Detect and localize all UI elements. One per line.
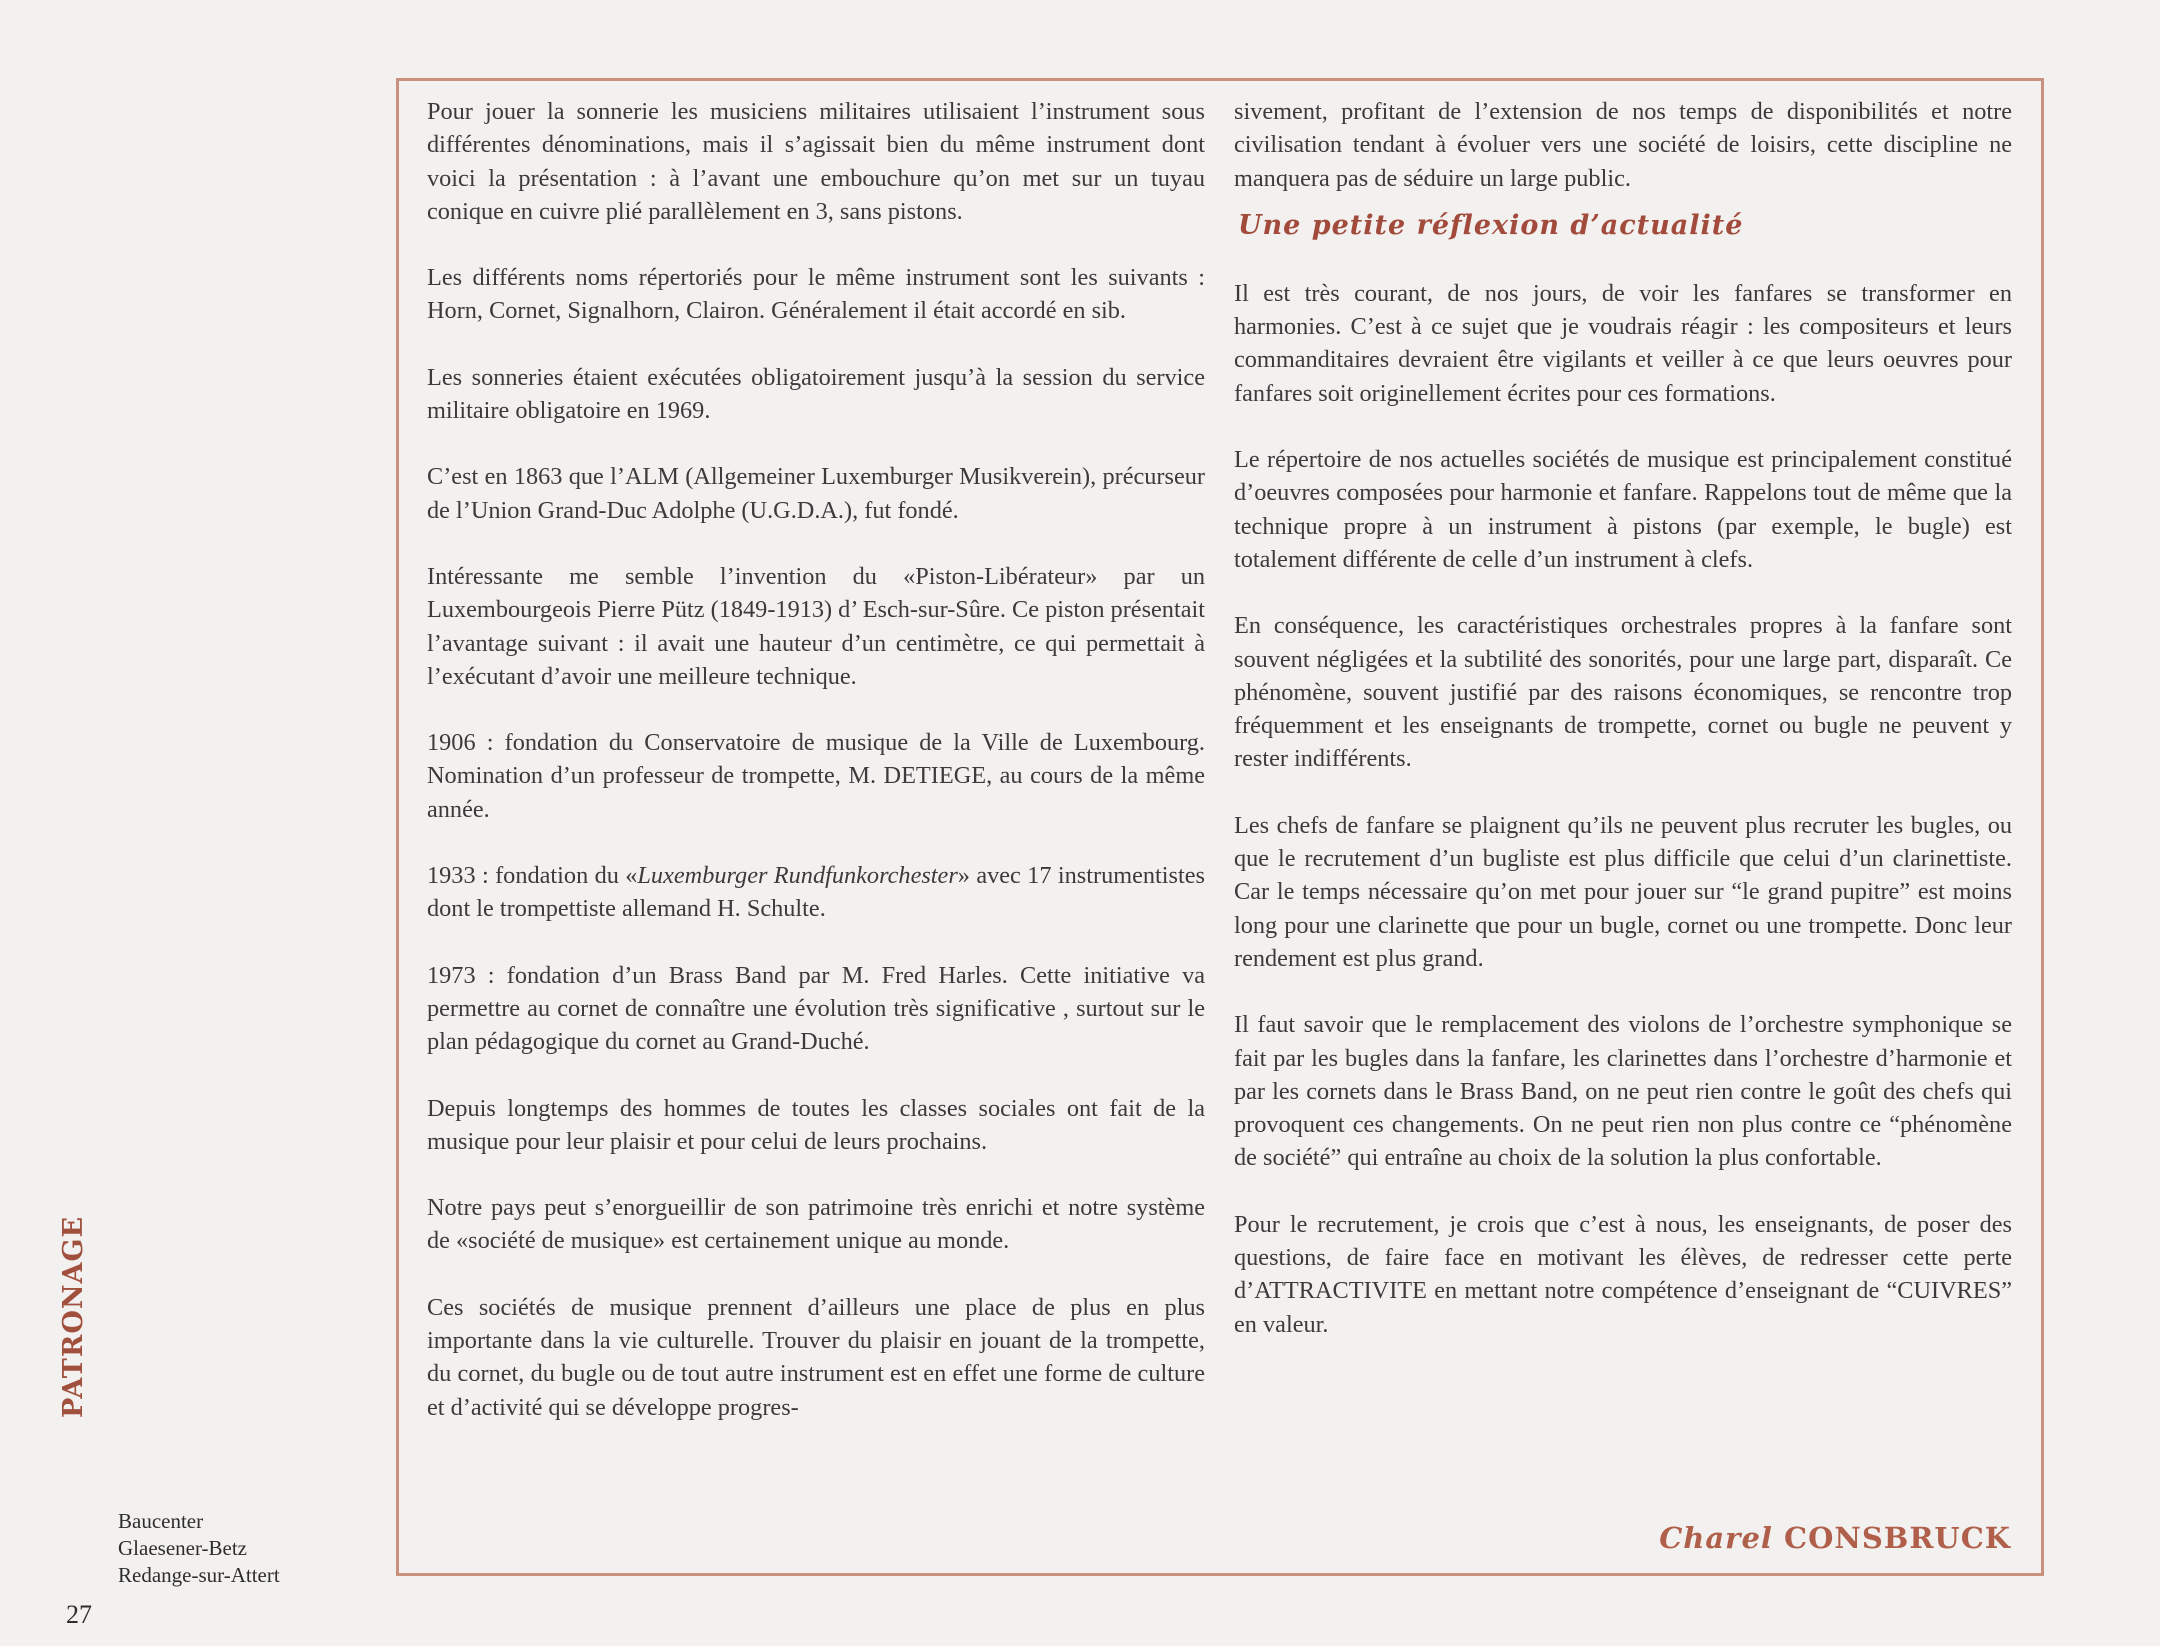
article-frame <box>396 78 2044 1576</box>
paragraph: Il est très courant, de nos jours, de voir les fanfares se transformer en harmonies. C’est à ce sujet que je voudrais réagir : les compositeurs et leurs commanditaires devraient être vigilants et veiller à ce que leurs oeuvres pour fanfares soit originellement écrites pour ces formations. <box>1234 279 2012 407</box>
sponsor-line: Redange-sur-Attert <box>118 1563 280 1587</box>
p1933-after: » avec 17 instrumentistes dont le trompettiste allemand H. Schulte. <box>427 862 1205 923</box>
paragraph: Pour jouer la sonnerie les musiciens militaires utilisaient l’instrument sous différentes dénominations, mais il s’agissait bien du même instrument dont voici la présentation : à l’avant une embouchure qu’on met sur un tuyau conique en cuivre plié parallèlement en 3, sans pistons. <box>427 98 1205 225</box>
signature-last-name: CONSBRUCK <box>1784 1521 2011 1555</box>
left-column <box>427 95 1205 1424</box>
paragraph: Ces sociétés de musique prennent d’ailleurs une place de plus en plus importante dans la vie culturelle. Trouver du plaisir en jouant de la trompette, du cornet, du bugle ou de tout autre instrument est en effet une forme de culture et d’activité qui se développe progres- <box>427 1293 1205 1421</box>
paragraph: Les différents noms répertoriés pour le même instrument sont les suivants : Horn, Cornet, Signalhorn, Clairon. Généralement il était accordé en sib. <box>427 264 1205 325</box>
orchestra-name: Luxemburger Rundfunkorchester <box>637 862 958 890</box>
paragraph: Pour le recrutement, je crois que c’est à nous, les enseignants, de poser des questions, de faire face en motivant les élèves, de redresser cette perte d’ATTRACTIVITE en mettant notre compétence d’enseignant de “CUIVRES” en valeur. <box>1234 1210 2012 1338</box>
sponsor-block <box>118 1508 280 1589</box>
paragraph: Notre pays peut s’enorgueillir de son patrimoine très enrichi et notre système de «société de musique» est certainement unique au monde. <box>427 1194 1205 1255</box>
paragraph: 1906 : fondation du Conservatoire de musique de la Ville de Luxembourg. Nomination d’un professeur de trompette, M. DETIEGE, au cours de la même année. <box>427 729 1205 823</box>
paragraph: Le répertoire de nos actuelles sociétés de musique est principalement constitué d’oeuvres composées pour harmonie et fanfare. Rappelons tout de même que la technique propre à un instrument à pistons (par exemple, le bugle) est totalement différente de celle d’un instrument à clefs. <box>1234 446 2012 573</box>
paragraph: sivement, profitant de l’extension de nos temps de disponibilités et notre civilisation tendant à évoluer vers une société de loisirs, cette discipline ne manquera pas de séduire un large public. <box>1234 98 2012 192</box>
paragraph: 1973 : fondation d’un Brass Band par M. Fred Harles. Cette initiative va permettre au cornet de connaître une évolution très significative , surtout sur le plan pédagogique du cornet au Grand-Duché. <box>427 961 1205 1056</box>
sponsor-line: Glaesener-Betz <box>118 1536 248 1560</box>
p1933-before: 1933 : fondation du « <box>427 862 638 890</box>
paragraph: En conséquence, les caractéristiques orchestrales propres à la fanfare sont souvent négligées et la subtilité des sonorités, pour une large part, disparaît. Ce phénomène, souvent justifié par des raisons économiques, se rencontre trop fréquemment et les enseignants de trompette, cornet ou bugle ne peuvent y rester indifférents. <box>1234 612 2012 773</box>
paragraph-1933 <box>427 859 1205 926</box>
paragraph: Intéressante me semble l’invention du «Piston-Libérateur» par un Luxembourgeois Pierre Pütz (1849-1913) d’ Esch-sur-Sûre. Ce piston présentait l’avantage suivant : il avait une hauteur d’un centimètre, ce qui permettait à l’exécutant d’avoir une meilleure technique. <box>427 562 1205 690</box>
page-number: 27 <box>66 1600 92 1629</box>
paragraph: Les chefs de fanfare se plaignent qu’ils ne peuvent plus recruter les bugles, ou que le recrutement d’un bugliste est plus difficile que celui d’un clarinettiste. Car le temps nécessaire qu’on met pour jouer sur “le grand pupitre” est moins long pour une clarinette que pour un bugle, cornet ou une trompette. Donc leur rendement est plus grand. <box>1234 811 2012 972</box>
paragraph: Il faut savoir que le remplacement des violons de l’orchestre symphonique se fait par les bugles dans la fanfare, les clarinettes dans l’orchestre d’harmonie et par les cornets dans le Brass Band, on ne peut rien contre le goût des chefs qui provoquent ces changements. On ne peut rien non plus contre ce “phénomène de société” qui entraîne au choix de la solution la plus confortable. <box>1234 1011 2012 1172</box>
signature-first-name: Charel <box>1659 1521 1773 1555</box>
sponsor-line: Baucenter <box>118 1509 204 1533</box>
right-column <box>1234 95 2012 1374</box>
section-heading: Une petite réflexion d’actualité <box>1238 209 1744 241</box>
patronage-label: PATRONAGE <box>58 1215 89 1418</box>
paragraph: Depuis longtemps des hommes de toutes les classes sociales ont fait de la musique pour leur plaisir et pour celui de leurs prochains. <box>427 1094 1205 1155</box>
author-signature <box>1659 1521 2011 1555</box>
paragraph: C’est en 1863 que l’ALM (Allgemeiner Luxemburger Musikverein), précurseur de l’Union Grand-Duc Adolphe (U.G.D.A.), fut fondé. <box>427 463 1205 524</box>
paragraph: Les sonneries étaient exécutées obligatoirement jusqu’à la session du service militaire obligatoire en 1969. <box>427 363 1205 425</box>
